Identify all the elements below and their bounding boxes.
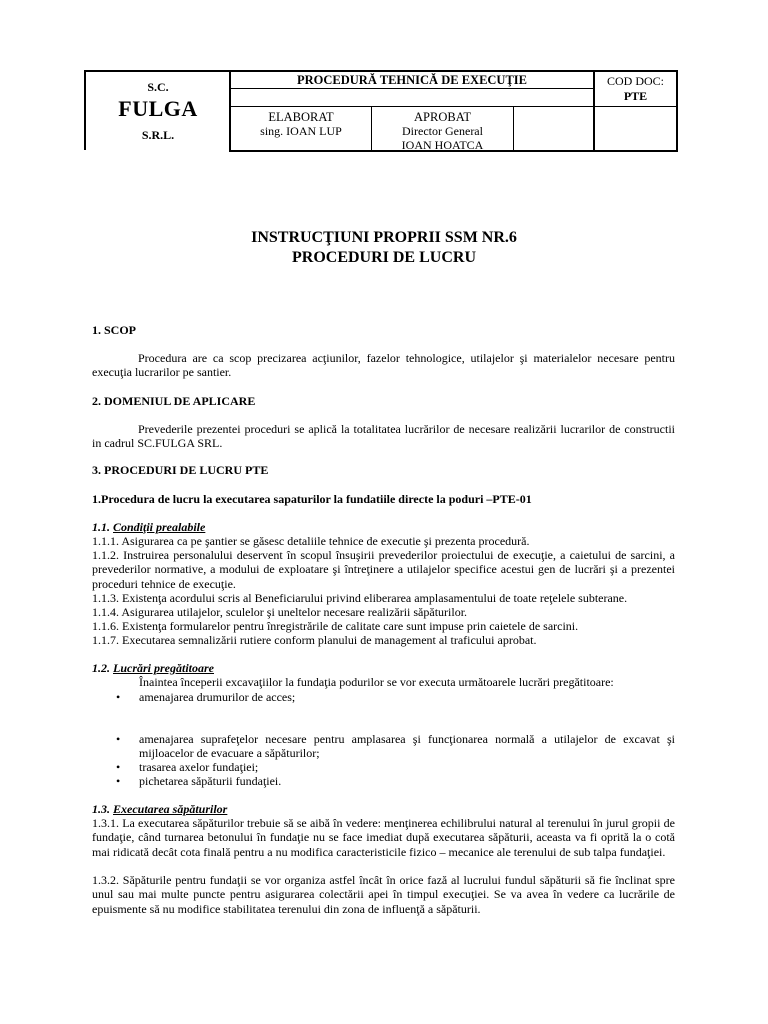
bullet: • bbox=[116, 774, 121, 788]
company-sc: S.C. bbox=[147, 80, 169, 94]
list-item: 1.1.3. Existenţa acordului scris al Beneficiarului privind eliberarea amplasamentului de toate reţelele subterane. bbox=[92, 591, 628, 605]
subsection-number: 1.1. bbox=[92, 520, 113, 534]
empty-cell bbox=[514, 107, 595, 150]
subsection-number: 1.2. bbox=[92, 661, 113, 675]
aprobat-name: IOAN HOATCA bbox=[401, 138, 484, 152]
empty-cell bbox=[595, 107, 676, 150]
list-item: 1.1.7. Executarea semnalizării rutiere conform planului de management al traficului aprobat. bbox=[92, 633, 537, 647]
cod-doc-cell bbox=[595, 72, 676, 107]
bullet-item: amenajarea suprafeţelor necesare pentru amplasarea şi funcţionarea normală a utilajelor de excavat şi mijloacelor de evacuare a săpăturilor; bbox=[139, 732, 675, 761]
procedure-subheading: 1.Procedura de lucru la executarea sapaturilor la fundatiile directe la poduri –PTE-01 bbox=[92, 492, 532, 506]
header-table bbox=[229, 70, 678, 152]
paragraph: Prevederile prezentei proceduri se aplică la totalitatea lucrărilor de necesare realizării lucrarilor de constructii in cadrul SC.FULGA SRL. bbox=[92, 422, 675, 451]
section-heading: 2. DOMENIUL DE APLICARE bbox=[92, 394, 256, 408]
list-item: 1.1.1. Asigurarea ca pe şantier se găsesc detaliile tehnice de executie şi prezenta procedură. bbox=[92, 534, 530, 548]
company-block bbox=[86, 70, 230, 152]
paragraph: Procedura are ca scop precizarea acţiunilor, fazelor tehnologice, utilajelor şi materialelor necesare pentru execuţia lucrarilor pe santier. bbox=[92, 351, 675, 380]
subsection-title: Executarea săpăturilor bbox=[113, 802, 228, 816]
list-item: 1.1.2. Instruirea personalului deservent în scopul însuşirii prevederilor proiectului de execuţie, a caietului de sarcini, a prevederilor normative, a modului de exploatare şi întreţinere a utilajelor specifice acestui gen de lucrări şi a prezentei proceduri tehnice de execuţie. bbox=[92, 548, 675, 591]
subsection-title: Condiţii prealabile bbox=[113, 520, 206, 534]
bullet: • bbox=[116, 732, 121, 746]
document-header bbox=[84, 70, 678, 152]
list-item: 1.3.1. La executarea săpăturilor trebuie să se aibă în vedere: menţinerea echilibrului natural al terenului în jurul gropii de fundaţie, când turnarea betonului în fundaţie nu se face imediat după executarea săpăturii, aceasta va fi oprită la o cotă mai ridicată decât cota finală pentru a nu modifica caracteristicile fizico – mecanice ale terenului de sub talpa fundaţiei. bbox=[92, 816, 675, 859]
aprobat-label: APROBAT bbox=[414, 110, 471, 124]
bullet: • bbox=[116, 690, 121, 704]
subsection-title: Lucrări pregătitoare bbox=[113, 661, 214, 675]
subsection-heading bbox=[92, 802, 675, 816]
list-item: 1.1.6. Existenţa formularelor pentru înregistrările de calitate care sunt impuse prin caietele de sarcini. bbox=[92, 619, 579, 633]
subsection-number: 1.3. bbox=[92, 802, 113, 816]
document-title: INSTRUCŢIUNI PROPRII SSM NR.6 bbox=[251, 229, 517, 246]
bullet-item: pichetarea săpăturii fundaţiei. bbox=[139, 774, 282, 788]
document-subtitle: PROCEDURI DE LUCRU bbox=[291, 249, 476, 266]
list-item: 1.3.2. Săpăturile pentru fundaţii se vor organiza astfel încât în orice fază al lucrului fundul săpăturii să fie înclinat spre unul sau mai multe puncte pentru asigurarea colectării apei în timpul execuţiei. Se va avea în vedere ca lucrările de epuismente să nu modifice stabilitatea terenului din zona de influenţă a săpăturii. bbox=[92, 873, 675, 916]
elaborat-name: sing. IOAN LUP bbox=[260, 124, 342, 138]
company-srl: S.R.L. bbox=[141, 128, 175, 142]
blank-cell bbox=[231, 89, 595, 107]
bullet: • bbox=[116, 760, 121, 774]
elaborat-cell bbox=[231, 107, 372, 150]
bullet-item: trasarea axelor fundaţiei; bbox=[139, 760, 259, 774]
aprobat-cell bbox=[372, 107, 514, 150]
list-item: 1.1.4. Asigurarea utilajelor, sculelor şi uneltelor necesare realizării săpăturilor. bbox=[92, 605, 468, 619]
subsection-heading bbox=[92, 520, 675, 534]
paragraph: Înaintea începerii excavaţiilor la fundaţia podurilor se vor executa următoarele lucrări pregătitoare: bbox=[139, 675, 614, 689]
subsection-heading bbox=[92, 661, 675, 675]
procedure-title: PROCEDURĂ TEHNICĂ DE EXECUŢIE bbox=[231, 72, 595, 89]
company-name: FULGA bbox=[118, 96, 198, 121]
aprobat-role: Director General bbox=[402, 124, 483, 138]
cod-doc-value: PTE bbox=[623, 89, 648, 103]
section-heading: 1. SCOP bbox=[92, 323, 137, 337]
elaborat-label: ELABORAT bbox=[268, 110, 334, 124]
cod-doc-label: COD DOC: bbox=[606, 74, 664, 88]
section-heading: 3. PROCEDURI DE LUCRU PTE bbox=[92, 463, 269, 477]
bullet-item: amenajarea drumurilor de acces; bbox=[139, 690, 296, 704]
